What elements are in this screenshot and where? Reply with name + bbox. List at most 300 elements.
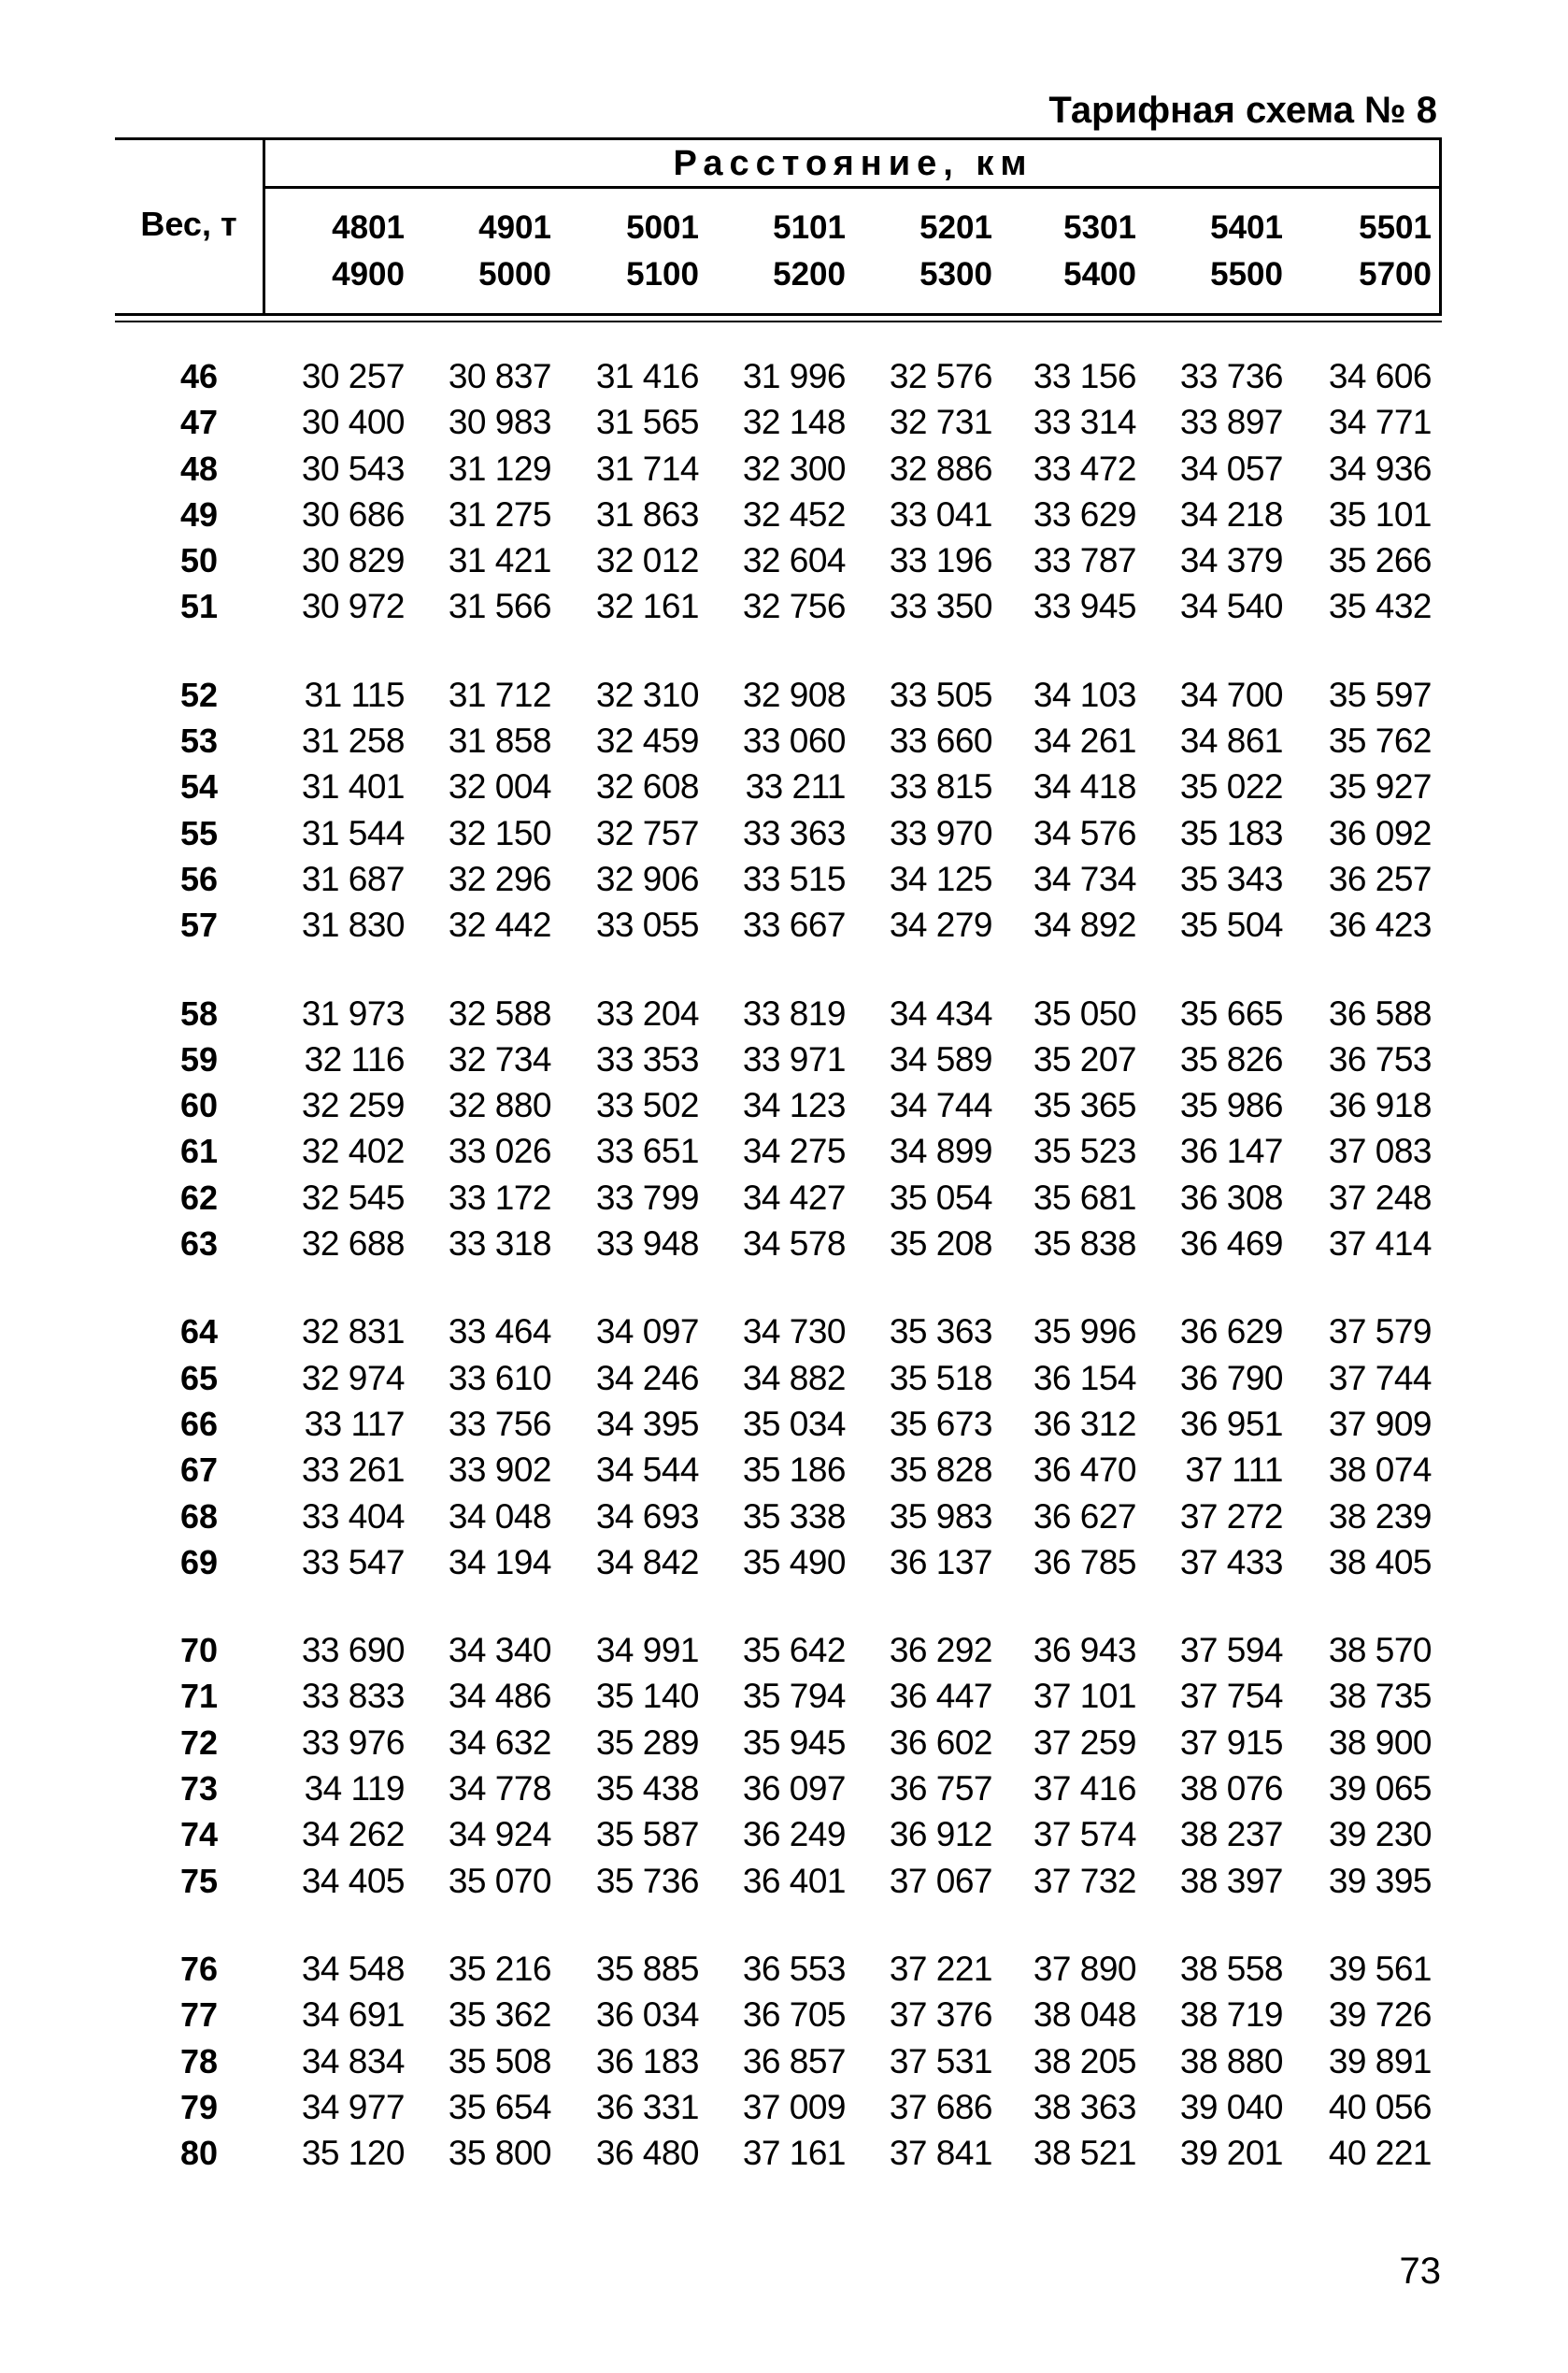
tariff-cell: 33 314 [1033,403,1136,441]
distance-range-header [411,205,551,298]
tariff-cell: 30 400 [301,403,405,441]
range-from: 5501 [1359,209,1432,246]
range-to: 5400 [1063,256,1136,293]
tariff-cell: 36 588 [1328,994,1432,1033]
table-row [0,1082,1568,1128]
tariff-cell: 38 558 [1179,1950,1283,1988]
distance-range-header [852,205,992,298]
range-to: 5200 [773,256,846,293]
table-row [0,1539,1568,1585]
tariff-cell: 34 991 [595,1631,699,1669]
tariff-cell: 36 602 [889,1723,992,1762]
tariff-cell: 32 402 [301,1132,405,1170]
tariff-cell: 34 899 [889,1132,992,1170]
tariff-cell: 36 785 [1033,1543,1136,1581]
tariff-cell: 39 201 [1179,2134,1283,2172]
tariff-cell: 31 996 [742,357,846,395]
tariff-cell: 32 880 [448,1086,551,1124]
tariff-cell: 33 660 [889,722,992,760]
tariff-cell: 33 945 [1033,587,1136,625]
tariff-cell: 31 421 [448,541,551,579]
weight-cell: 58 [179,994,218,1033]
tariff-cell: 33 502 [595,1086,699,1124]
tariff-cell: 39 726 [1328,1995,1432,2034]
tariff-cell: 34 924 [448,1815,551,1853]
tariff-cell: 32 259 [301,1086,405,1124]
tariff-cell: 33 651 [595,1132,699,1170]
tariff-cell: 36 183 [595,2042,699,2080]
weight-cell: 73 [179,1769,218,1808]
tariff-cell: 35 983 [889,1497,992,1536]
tariff-cell: 33 815 [889,767,992,806]
tariff-cell: 34 606 [1328,357,1432,395]
tariff-cell: 33 787 [1033,541,1136,579]
tariff-cell: 31 544 [301,814,405,852]
tariff-cell: 36 423 [1328,906,1432,944]
tariff-cell: 35 216 [448,1950,551,1988]
tariff-cell: 38 570 [1328,1631,1432,1669]
tariff-cell: 32 576 [889,357,992,395]
tariff-cell: 33 833 [301,1677,405,1715]
tariff-cell: 35 022 [1179,767,1283,806]
tariff-cell: 36 951 [1179,1405,1283,1443]
tariff-cell: 30 972 [301,587,405,625]
tariff-cell: 35 927 [1328,767,1432,806]
table-row [0,1992,1568,2037]
tariff-cell: 33 948 [595,1224,699,1263]
distance-header: Расстояние, км [673,144,1033,183]
weight-cell: 48 [179,450,218,488]
tariff-cell: 35 826 [1179,1040,1283,1079]
tariff-cell: 34 486 [448,1677,551,1715]
tariff-cell: 32 161 [595,587,699,625]
tariff-cell: 35 504 [1179,906,1283,944]
tariff-cell: 37 744 [1328,1359,1432,1397]
tariff-cell: 36 627 [1033,1497,1136,1536]
tariff-cell: 39 065 [1328,1769,1432,1808]
tariff-cell: 33 976 [301,1723,405,1762]
tariff-cell: 36 790 [1179,1359,1283,1397]
range-from: 4801 [332,209,405,246]
tariff-cell: 36 308 [1179,1179,1283,1217]
tariff-cell: 31 401 [301,767,405,806]
tariff-cell: 36 034 [595,1995,699,2034]
tariff-cell: 35 587 [595,1815,699,1853]
tariff-cell: 31 416 [595,357,699,395]
tariff-cell: 32 296 [448,860,551,898]
tariff-cell: 35 070 [448,1862,551,1900]
table-row [0,991,1568,1036]
tariff-cell: 33 897 [1179,403,1283,441]
tariff-cell: 35 508 [448,2042,551,2080]
tariff-cell: 35 266 [1328,541,1432,579]
weight-cell: 51 [179,587,218,625]
tariff-cell: 35 838 [1033,1224,1136,1263]
weight-cell: 52 [179,676,218,714]
table-row [0,1720,1568,1765]
tariff-cell: 36 137 [889,1543,992,1581]
tariff-cell: 38 363 [1033,2088,1136,2126]
tariff-cell: 33 970 [889,814,992,852]
tariff-cell: 35 673 [889,1405,992,1443]
tariff-cell: 36 097 [742,1769,846,1808]
table-row [0,2130,1568,2176]
tariff-cell: 34 842 [595,1543,699,1581]
tariff-cell: 38 239 [1328,1497,1432,1536]
tariff-cell: 38 397 [1179,1862,1283,1900]
weight-cell: 67 [179,1451,218,1489]
tariff-cell: 34 834 [301,2042,405,2080]
tariff-cell: 33 055 [595,906,699,944]
tariff-cell: 32 012 [595,541,699,579]
weight-cell: 74 [179,1815,218,1853]
table-row [0,1308,1568,1354]
tariff-cell: 38 405 [1328,1543,1432,1581]
tariff-cell: 32 734 [448,1040,551,1079]
weight-cell: 77 [179,1995,218,2034]
tariff-cell: 32 757 [595,814,699,852]
tariff-cell: 34 771 [1328,403,1432,441]
tariff-cell: 37 531 [889,2042,992,2080]
tariff-cell: 33 318 [448,1224,551,1263]
tariff-cell: 38 880 [1179,2042,1283,2080]
tariff-cell: 34 734 [1033,860,1136,898]
tariff-cell: 34 279 [889,906,992,944]
distance-range-header [559,205,699,298]
table-row [0,2084,1568,2130]
tariff-cell: 35 363 [889,1312,992,1351]
tariff-cell: 36 092 [1328,814,1432,852]
tariff-cell: 34 379 [1179,541,1283,579]
tariff-cell: 34 548 [301,1950,405,1988]
table-row [0,492,1568,537]
tariff-cell: 35 365 [1033,1086,1136,1124]
tariff-cell: 38 735 [1328,1677,1432,1715]
tariff-cell: 38 900 [1328,1723,1432,1762]
tariff-cell: 36 312 [1033,1405,1136,1443]
tariff-cell: 36 469 [1179,1224,1283,1263]
weight-cell: 63 [179,1224,218,1263]
tariff-cell: 37 909 [1328,1405,1432,1443]
tariff-cell: 32 148 [742,403,846,441]
range-from: 5301 [1063,209,1136,246]
tariff-cell: 36 331 [595,2088,699,2126]
tariff-cell: 34 744 [889,1086,992,1124]
tariff-cell: 32 310 [595,676,699,714]
tariff-cell: 37 161 [742,2134,846,2172]
tariff-cell: 34 882 [742,1359,846,1397]
tariff-cell: 34 977 [301,2088,405,2126]
weight-cell: 49 [179,495,218,534]
tariff-cell: 37 754 [1179,1677,1283,1715]
tariff-cell: 37 433 [1179,1543,1283,1581]
tariff-cell: 35 140 [595,1677,699,1715]
tariff-cell: 34 589 [889,1040,992,1079]
table-row [0,1128,1568,1174]
tariff-cell: 36 480 [595,2134,699,2172]
tariff-cell: 38 205 [1033,2042,1136,2080]
tariff-cell: 37 594 [1179,1631,1283,1669]
tariff-cell: 34 103 [1033,676,1136,714]
tariff-cell: 32 886 [889,450,992,488]
tariff-cell: 33 350 [889,587,992,625]
tariff-cell: 32 150 [448,814,551,852]
header-bottom-double-rule [115,321,1442,322]
tariff-cell: 33 819 [742,994,846,1033]
distance-range-header [1291,205,1432,298]
tariff-cell: 33 117 [304,1405,405,1443]
tariff-cell: 37 414 [1328,1224,1432,1263]
tariff-cell: 36 943 [1033,1631,1136,1669]
tariff-cell: 33 756 [448,1405,551,1443]
tariff-cell: 39 891 [1328,2042,1432,2080]
range-from: 5201 [919,209,992,246]
tariff-cell: 31 129 [448,450,551,488]
tariff-cell: 32 459 [595,722,699,760]
tariff-cell: 31 973 [301,994,405,1033]
tariff-cell: 34 125 [889,860,992,898]
header-bottom-rule [115,313,1442,316]
tariff-cell: 38 074 [1328,1451,1432,1489]
tariff-cell: 30 686 [301,495,405,534]
header-mid-rule [263,186,1442,189]
tariff-cell: 34 262 [301,1815,405,1853]
tariff-cell: 34 576 [1033,814,1136,852]
tariff-cell: 33 690 [301,1631,405,1669]
tariff-cell: 33 610 [448,1359,551,1397]
tariff-cell: 34 405 [301,1862,405,1900]
tariff-cell: 37 841 [889,2134,992,2172]
tariff-cell: 31 712 [448,676,551,714]
tariff-cell: 32 116 [304,1040,405,1079]
tariff-cell: 33 547 [301,1543,405,1581]
distance-range-header [264,205,405,298]
tariff-cell: 35 736 [595,1862,699,1900]
tariff-cell: 33 464 [448,1312,551,1351]
tariff-cell: 35 034 [742,1405,846,1443]
tariff-cell: 37 915 [1179,1723,1283,1762]
weight-cell: 69 [179,1543,218,1581]
tariff-cell: 35 054 [889,1179,992,1217]
weight-cell: 78 [179,2042,218,2080]
tariff-cell: 33 261 [301,1451,405,1489]
weight-cell: 55 [179,814,218,852]
tariff-cell: 34 693 [595,1497,699,1536]
tariff-cell: 35 208 [889,1224,992,1263]
tariff-cell: 35 945 [742,1723,846,1762]
tariff-cell: 35 665 [1179,994,1283,1033]
tariff-cell: 35 362 [448,1995,551,2034]
tariff-cell: 37 101 [1033,1677,1136,1715]
table-row [0,856,1568,902]
tariff-cell: 35 183 [1179,814,1283,852]
tariff-cell: 37 009 [742,2088,846,2126]
tariff-cell: 35 996 [1033,1312,1136,1351]
weight-cell: 75 [179,1862,218,1900]
tariff-cell: 39 395 [1328,1862,1432,1900]
weight-cell: 65 [179,1359,218,1397]
tariff-cell: 35 523 [1033,1132,1136,1170]
tariff-cell: 36 757 [889,1769,992,1808]
tariff-cell: 35 986 [1179,1086,1283,1124]
tariff-cell: 34 057 [1179,450,1283,488]
tariff-cell: 37 574 [1033,1815,1136,1853]
range-to: 5500 [1210,256,1283,293]
tariff-cell: 31 863 [595,495,699,534]
tariff-cell: 34 778 [448,1769,551,1808]
tariff-cell: 34 892 [1033,906,1136,944]
tariff-cell: 31 275 [448,495,551,534]
tariff-cell: 34 246 [595,1359,699,1397]
tariff-cell: 32 756 [742,587,846,625]
tariff-cell: 33 505 [889,676,992,714]
tariff-cell: 33 629 [1033,495,1136,534]
weight-cell: 47 [179,403,218,441]
tariff-cell: 36 154 [1033,1359,1136,1397]
tariff-cell: 34 434 [889,994,992,1033]
tariff-cell: 34 427 [742,1179,846,1217]
tariff-cell: 37 221 [889,1950,992,1988]
tariff-cell: 37 259 [1033,1723,1136,1762]
tariff-cell: 38 076 [1179,1769,1283,1808]
table-row [0,537,1568,583]
tariff-cell: 32 908 [742,676,846,714]
tariff-cell: 34 861 [1179,722,1283,760]
tariff-cell: 30 543 [301,450,405,488]
tariff-cell: 38 521 [1033,2134,1136,2172]
tariff-cell: 33 353 [595,1040,699,1079]
tariff-cell: 32 906 [595,860,699,898]
header-top-rule [115,137,1442,140]
tariff-cell: 32 688 [301,1224,405,1263]
tariff-cell: 31 830 [301,906,405,944]
tariff-cell: 40 056 [1328,2088,1432,2126]
table-row [0,1036,1568,1082]
tariff-cell: 34 544 [595,1451,699,1489]
tariff-cell: 30 257 [301,357,405,395]
tariff-cell: 34 048 [448,1497,551,1536]
tariff-cell: 34 340 [448,1631,551,1669]
tariff-cell: 33 026 [448,1132,551,1170]
table-row [0,1811,1568,1857]
weight-cell: 62 [179,1179,218,1217]
tariff-cell: 31 858 [448,722,551,760]
tariff-cell: 34 275 [742,1132,846,1170]
tariff-cell: 34 261 [1033,722,1136,760]
table-row [0,1946,1568,1992]
tariff-cell: 37 067 [889,1862,992,1900]
tariff-cell: 37 416 [1033,1769,1136,1808]
tariff-cell: 35 518 [889,1359,992,1397]
tariff-cell: 32 831 [301,1312,405,1351]
table-row [0,1221,1568,1266]
weight-cell: 46 [179,357,218,395]
tariff-cell: 33 667 [742,906,846,944]
tariff-cell: 35 642 [742,1631,846,1669]
weight-cell: 59 [179,1040,218,1079]
tariff-cell: 36 912 [889,1815,992,1853]
weight-cell: 71 [179,1677,218,1715]
tariff-cell: 33 060 [742,722,846,760]
weight-cell: 66 [179,1405,218,1443]
weight-cell: 79 [179,2088,218,2126]
range-to: 5700 [1359,256,1432,293]
tariff-cell: 31 258 [301,722,405,760]
tariff-cell: 33 472 [1033,450,1136,488]
tariff-cell: 36 470 [1033,1451,1136,1489]
tariff-cell: 36 857 [742,2042,846,2080]
weight-cell: 61 [179,1132,218,1170]
tariff-cell: 33 211 [745,767,846,806]
table-row [0,1494,1568,1539]
tariff-cell: 34 119 [304,1769,405,1808]
tariff-cell: 39 040 [1179,2088,1283,2126]
range-from: 4901 [478,209,551,246]
tariff-cell: 37 272 [1179,1497,1283,1536]
tariff-cell: 34 691 [301,1995,405,2034]
weight-cell: 76 [179,1950,218,1988]
tariff-cell: 33 196 [889,541,992,579]
range-to: 5000 [478,256,551,293]
tariff-cell: 36 553 [742,1950,846,1988]
tariff-cell: 36 447 [889,1677,992,1715]
tariff-cell: 36 292 [889,1631,992,1669]
tariff-cell: 34 632 [448,1723,551,1762]
tariff-cell: 33 363 [742,814,846,852]
table-row [0,1765,1568,1811]
weight-cell: 80 [179,2134,218,2172]
tariff-cell: 38 237 [1179,1815,1283,1853]
tariff-cell: 31 566 [448,587,551,625]
tariff-cell: 35 490 [742,1543,846,1581]
tariff-cell: 34 540 [1179,587,1283,625]
table-row [0,902,1568,948]
weight-cell: 53 [179,722,218,760]
tariff-cell: 35 794 [742,1677,846,1715]
weight-cell: 56 [179,860,218,898]
table-row [0,1858,1568,1904]
tariff-cell: 34 700 [1179,676,1283,714]
distance-range-header [1143,205,1283,298]
range-from: 5101 [773,209,846,246]
table-row [0,1401,1568,1447]
tariff-cell: 33 172 [448,1179,551,1217]
table-row [0,1447,1568,1493]
tariff-cell: 34 194 [448,1543,551,1581]
tariff-cell: 34 218 [1179,495,1283,534]
tariff-cell: 32 442 [448,906,551,944]
tariff-cell: 37 083 [1328,1132,1432,1170]
tariff-cell: 37 248 [1328,1179,1432,1217]
tariff-cell: 34 123 [742,1086,846,1124]
weight-cell: 50 [179,541,218,579]
tariff-cell: 34 578 [742,1224,846,1263]
tariff-cell: 33 736 [1179,357,1283,395]
tariff-cell: 34 097 [595,1312,699,1351]
distance-range-header [706,205,846,298]
table-row [0,1355,1568,1401]
tariff-cell: 32 300 [742,450,846,488]
tariff-cell: 35 597 [1328,676,1432,714]
weight-cell: 54 [179,767,218,806]
tariff-cell: 33 156 [1033,357,1136,395]
weight-header: Вес, т [140,205,237,243]
tariff-cell: 32 604 [742,541,846,579]
table-row [0,810,1568,856]
tariff-cell: 30 837 [448,357,551,395]
tariff-cell: 33 204 [595,994,699,1033]
tariff-cell: 38 719 [1179,1995,1283,2034]
